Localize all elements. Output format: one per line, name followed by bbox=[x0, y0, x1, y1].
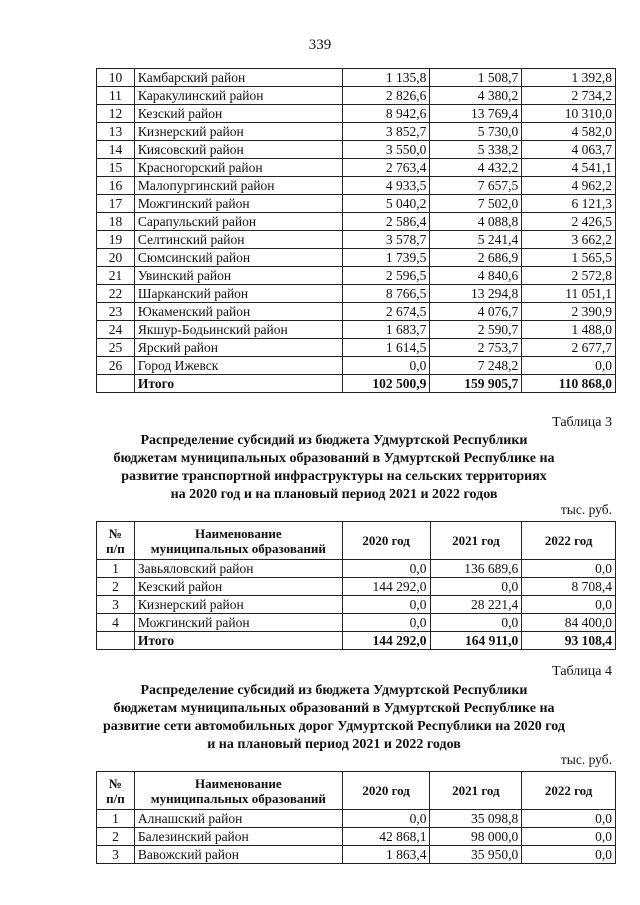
table4-title: Распределение субсидий из бюджета Удмуртской Республики бюджетам муниципальных образований в Удмуртской Республике на развитие сети автомобильных дорог Удмуртской Республики на 2020 год и на плановый период 2021 и 2022 годов bbox=[103, 683, 565, 752]
value-2022: 0,0 bbox=[522, 846, 616, 864]
row-number: 14 bbox=[97, 141, 135, 159]
value-2022: 0,0 bbox=[522, 357, 616, 375]
row-number: 2 bbox=[97, 828, 135, 846]
value-2021: 7 248,2 bbox=[430, 357, 522, 375]
table-row bbox=[97, 596, 616, 614]
value-2022: 1 392,8 bbox=[522, 69, 616, 87]
value-2021: 1 508,7 bbox=[430, 69, 522, 87]
value-2020: 1 739,5 bbox=[342, 249, 430, 267]
value-2021: 98 000,0 bbox=[430, 828, 522, 846]
value-2020: 3 578,7 bbox=[342, 231, 430, 249]
table4-unit: тыс. руб. bbox=[560, 752, 612, 767]
district-name: Кезский район bbox=[134, 578, 342, 596]
total-label: Итого bbox=[134, 632, 342, 650]
header-num: № п/п bbox=[97, 772, 135, 810]
row-number: 18 bbox=[97, 213, 135, 231]
district-name: Кезский район bbox=[134, 105, 342, 123]
value-2020: 1 614,5 bbox=[342, 339, 430, 357]
district-name: Селтинский район bbox=[134, 231, 342, 249]
value-2020: 0,0 bbox=[342, 357, 430, 375]
table-row bbox=[97, 357, 616, 375]
district-name: Камбарский район bbox=[134, 69, 342, 87]
page-number: 339 bbox=[308, 37, 332, 53]
row-number: 4 bbox=[97, 614, 135, 632]
row-number: 15 bbox=[97, 159, 135, 177]
table3-label: Таблица 3 bbox=[552, 415, 612, 430]
table-row bbox=[97, 159, 616, 177]
total-label: Итого bbox=[134, 375, 342, 393]
district-name: Можгинский район bbox=[134, 195, 342, 213]
value-2022: 4 962,2 bbox=[522, 177, 616, 195]
table-row bbox=[97, 303, 616, 321]
row-number: 1 bbox=[97, 810, 135, 828]
table-row bbox=[97, 105, 616, 123]
district-name: Юкаменский район bbox=[134, 303, 342, 321]
table-row bbox=[97, 231, 616, 249]
total-2022: 110 868,0 bbox=[522, 375, 616, 393]
value-2021: 136 689,6 bbox=[430, 560, 522, 578]
value-2021: 28 221,4 bbox=[430, 596, 522, 614]
value-2021: 13 294,8 bbox=[430, 285, 522, 303]
table-row bbox=[97, 578, 616, 596]
value-2020: 4 933,5 bbox=[342, 177, 430, 195]
value-2020: 1 863,4 bbox=[342, 846, 430, 864]
row-number: 10 bbox=[97, 69, 135, 87]
value-2022: 4 063,7 bbox=[522, 141, 616, 159]
value-2021: 0,0 bbox=[430, 614, 522, 632]
value-2022: 4 541,1 bbox=[522, 159, 616, 177]
table-row bbox=[97, 177, 616, 195]
value-2021: 4 380,2 bbox=[430, 87, 522, 105]
district-name: Ярский район bbox=[134, 339, 342, 357]
value-2020: 2 596,5 bbox=[342, 267, 430, 285]
district-name: Можгинский район bbox=[134, 614, 342, 632]
table-row bbox=[97, 249, 616, 267]
district-name: Кизнерский район bbox=[134, 123, 342, 141]
row-number: 22 bbox=[97, 285, 135, 303]
district-name: Сарапульский район bbox=[134, 213, 342, 231]
table-continuation bbox=[96, 68, 616, 393]
header-2022: 2022 год bbox=[522, 522, 616, 560]
value-2022: 0,0 bbox=[522, 810, 616, 828]
value-2022: 84 400,0 bbox=[522, 614, 616, 632]
district-name: Якшур-Бодьинский район bbox=[134, 321, 342, 339]
table-row bbox=[97, 267, 616, 285]
value-2022: 0,0 bbox=[522, 596, 616, 614]
header-name: Наименование муниципальных образований bbox=[134, 772, 342, 810]
table-row bbox=[97, 828, 616, 846]
district-name: Вавожский район bbox=[134, 846, 342, 864]
district-name: Киясовский район bbox=[134, 141, 342, 159]
value-2021: 13 769,4 bbox=[430, 105, 522, 123]
value-2022: 11 051,1 bbox=[522, 285, 616, 303]
district-name: Увинский район bbox=[134, 267, 342, 285]
value-2021: 0,0 bbox=[430, 578, 522, 596]
value-2020: 1 135,8 bbox=[342, 69, 430, 87]
table-row bbox=[97, 810, 616, 828]
header-2021: 2021 год bbox=[430, 522, 522, 560]
district-name: Малопургинский район bbox=[134, 177, 342, 195]
total-row bbox=[97, 632, 616, 650]
table-row bbox=[97, 141, 616, 159]
row-number: 12 bbox=[97, 105, 135, 123]
total-empty-cell bbox=[97, 375, 135, 393]
value-2022: 2 426,5 bbox=[522, 213, 616, 231]
value-2022: 2 734,2 bbox=[522, 87, 616, 105]
value-2020: 0,0 bbox=[342, 560, 430, 578]
row-number: 2 bbox=[97, 578, 135, 596]
value-2020: 144 292,0 bbox=[342, 578, 430, 596]
header-2020: 2020 год bbox=[342, 772, 430, 810]
table-row bbox=[97, 123, 616, 141]
header-2020: 2020 год bbox=[342, 522, 430, 560]
value-2021: 2 753,7 bbox=[430, 339, 522, 357]
row-number: 11 bbox=[97, 87, 135, 105]
total-row bbox=[97, 375, 616, 393]
total-2021: 159 905,7 bbox=[430, 375, 522, 393]
value-2020: 3 852,7 bbox=[342, 123, 430, 141]
table3 bbox=[96, 521, 616, 650]
table4-label: Таблица 4 bbox=[552, 664, 612, 679]
value-2020: 0,0 bbox=[342, 810, 430, 828]
value-2021: 35 950,0 bbox=[430, 846, 522, 864]
table-row bbox=[97, 560, 616, 578]
district-name: Балезинский район bbox=[134, 828, 342, 846]
header-num: № п/п bbox=[97, 522, 135, 560]
table4 bbox=[96, 771, 616, 864]
table-row bbox=[97, 614, 616, 632]
value-2021: 35 098,8 bbox=[430, 810, 522, 828]
value-2021: 2 590,7 bbox=[430, 321, 522, 339]
row-number: 20 bbox=[97, 249, 135, 267]
table-row bbox=[97, 213, 616, 231]
row-number: 26 bbox=[97, 357, 135, 375]
value-2022: 1 565,5 bbox=[522, 249, 616, 267]
value-2022: 10 310,0 bbox=[522, 105, 616, 123]
value-2022: 0,0 bbox=[522, 828, 616, 846]
row-number: 13 bbox=[97, 123, 135, 141]
table-row bbox=[97, 87, 616, 105]
value-2021: 4 432,2 bbox=[430, 159, 522, 177]
row-number: 19 bbox=[97, 231, 135, 249]
value-2022: 0,0 bbox=[522, 560, 616, 578]
row-number: 16 bbox=[97, 177, 135, 195]
district-name: Алнашский район bbox=[134, 810, 342, 828]
row-number: 25 bbox=[97, 339, 135, 357]
value-2020: 2 674,5 bbox=[342, 303, 430, 321]
district-name: Завьяловский район bbox=[134, 560, 342, 578]
value-2020: 0,0 bbox=[342, 614, 430, 632]
district-name: Город Ижевск bbox=[134, 357, 342, 375]
value-2022: 4 582,0 bbox=[522, 123, 616, 141]
value-2022: 2 572,8 bbox=[522, 267, 616, 285]
value-2022: 1 488,0 bbox=[522, 321, 616, 339]
total-2020: 102 500,9 bbox=[342, 375, 430, 393]
header-name: Наименование муниципальных образований bbox=[134, 522, 342, 560]
district-name: Кизнерский район bbox=[134, 596, 342, 614]
value-2020: 8 766,5 bbox=[342, 285, 430, 303]
value-2022: 6 121,3 bbox=[522, 195, 616, 213]
total-2022: 93 108,4 bbox=[522, 632, 616, 650]
value-2021: 5 730,0 bbox=[430, 123, 522, 141]
total-2021: 164 911,0 bbox=[430, 632, 522, 650]
table3-unit: тыс. руб. bbox=[560, 502, 612, 517]
value-2021: 5 338,2 bbox=[430, 141, 522, 159]
value-2021: 4 840,6 bbox=[430, 267, 522, 285]
value-2021: 4 076,7 bbox=[430, 303, 522, 321]
row-number: 3 bbox=[97, 596, 135, 614]
value-2021: 7 657,5 bbox=[430, 177, 522, 195]
table-row bbox=[97, 69, 616, 87]
row-number: 23 bbox=[97, 303, 135, 321]
district-name: Сюмсинский район bbox=[134, 249, 342, 267]
value-2020: 0,0 bbox=[342, 596, 430, 614]
value-2022: 2 677,7 bbox=[522, 339, 616, 357]
district-name: Красногорский район bbox=[134, 159, 342, 177]
value-2020: 3 550,0 bbox=[342, 141, 430, 159]
total-empty-cell bbox=[97, 632, 135, 650]
row-number: 17 bbox=[97, 195, 135, 213]
district-name: Каракулинский район bbox=[134, 87, 342, 105]
value-2020: 2 763,4 bbox=[342, 159, 430, 177]
value-2020: 8 942,6 bbox=[342, 105, 430, 123]
table3-title: Распределение субсидий из бюджета Удмуртской Республики бюджетам муниципальных образований в Удмуртской Республике на развитие транспортной инфраструктуры на сельских территориях на 2020 год и на плановый период 2021 и 2022 годов bbox=[113, 433, 555, 502]
table-row bbox=[97, 195, 616, 213]
value-2022: 8 708,4 bbox=[522, 578, 616, 596]
value-2020: 42 868,1 bbox=[342, 828, 430, 846]
header-2021: 2021 год bbox=[430, 772, 522, 810]
total-2020: 144 292,0 bbox=[342, 632, 430, 650]
table-row bbox=[97, 321, 616, 339]
value-2020: 2 826,6 bbox=[342, 87, 430, 105]
district-name: Шарканский район bbox=[134, 285, 342, 303]
row-number: 21 bbox=[97, 267, 135, 285]
value-2022: 2 390,9 bbox=[522, 303, 616, 321]
table-row bbox=[97, 285, 616, 303]
value-2020: 1 683,7 bbox=[342, 321, 430, 339]
row-number: 3 bbox=[97, 846, 135, 864]
value-2021: 7 502,0 bbox=[430, 195, 522, 213]
value-2020: 2 586,4 bbox=[342, 213, 430, 231]
table-row bbox=[97, 846, 616, 864]
value-2021: 2 686,9 bbox=[430, 249, 522, 267]
table-row bbox=[97, 339, 616, 357]
value-2021: 4 088,8 bbox=[430, 213, 522, 231]
row-number: 1 bbox=[97, 560, 135, 578]
value-2020: 5 040,2 bbox=[342, 195, 430, 213]
row-number: 24 bbox=[97, 321, 135, 339]
value-2022: 3 662,2 bbox=[522, 231, 616, 249]
header-2022: 2022 год bbox=[522, 772, 616, 810]
value-2021: 5 241,4 bbox=[430, 231, 522, 249]
